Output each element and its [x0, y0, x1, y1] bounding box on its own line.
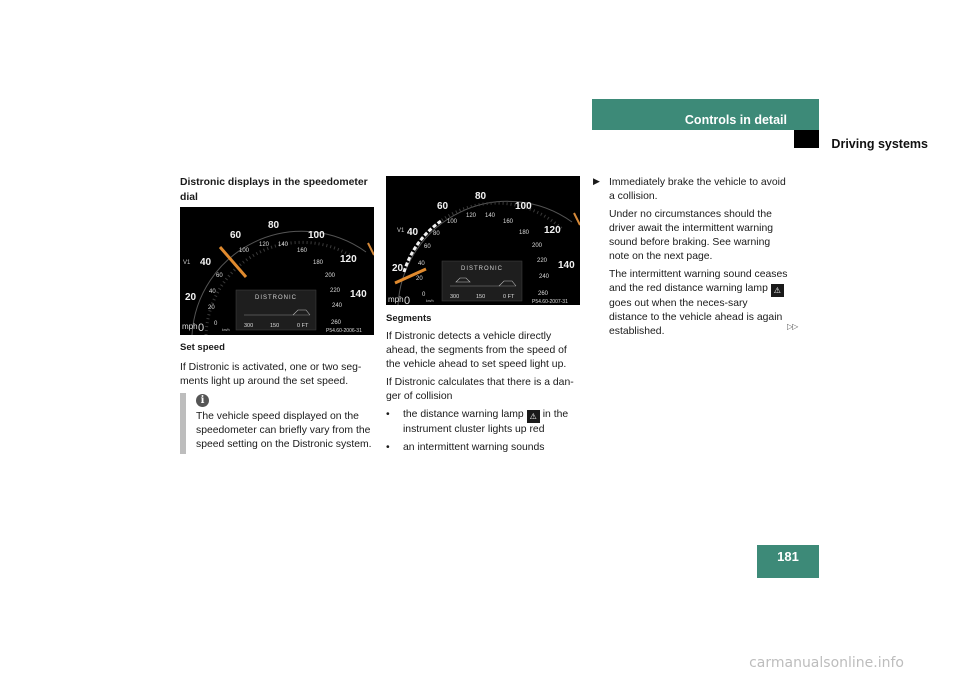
column-1-text	[180, 341, 375, 389]
distance-scale-label: 0 FT	[503, 294, 515, 300]
mph-tick: 80	[475, 191, 487, 202]
body-paragraph: If Distronic detects a vehicle directly ahead, the segments from the speed of the vehicle ahead to set speed light up.	[386, 331, 567, 370]
mph-tick: 100	[515, 201, 532, 212]
distance-scale-label: 150	[270, 323, 280, 329]
kmh-unit: km/h	[222, 328, 230, 332]
mph-tick: 60	[437, 201, 449, 212]
display-title: DISTRONIC	[461, 266, 503, 272]
figure-code: P54.60-2007-31	[532, 299, 568, 305]
kmh-tick: 180	[313, 260, 324, 266]
mph-tick: 140	[558, 260, 575, 271]
figure-heading: Distronic displays in the speedometer dial	[180, 177, 368, 203]
step-arrow-icon: ▶	[593, 176, 600, 186]
column-1	[180, 176, 375, 205]
kmh-tick: 0	[422, 292, 426, 298]
mph-tick: 120	[340, 254, 357, 265]
watermark-text: carmanualsonline.info	[749, 655, 904, 671]
display-title: DISTRONIC	[255, 295, 297, 301]
kmh-tick: 160	[297, 248, 308, 254]
body-paragraph: Under no circumstances should the driver await the intermittent warning sound before braking. See warning note on the next page.	[609, 209, 774, 262]
distance-scale-label: 150	[476, 294, 486, 300]
v1-label: V1	[397, 228, 405, 234]
paragraph-text: The intermittent warning sound ceases and the red distance warning lamp	[609, 269, 788, 294]
kmh-tick: 60	[216, 273, 223, 279]
kmh-tick: 180	[519, 230, 530, 236]
info-note	[180, 393, 376, 454]
list-item	[386, 408, 582, 437]
note-bar	[180, 393, 186, 454]
mph-tick: 60	[230, 230, 242, 241]
kmh-tick: 260	[331, 320, 342, 326]
paragraph-text: goes out when the neces-sary distance to the vehicle ahead is again established.	[609, 298, 783, 337]
speedometer-figure-2	[386, 176, 580, 305]
mph-tick: 120	[544, 225, 561, 236]
list-item-text: in the instrument cluster lights up red	[403, 409, 569, 435]
kmh-tick: 40	[418, 261, 425, 267]
bullet-mark: •	[386, 409, 390, 420]
note-text: The vehicle speed displayed on the speedometer can briefly vary from the speed setting on the Distronic system.	[196, 411, 372, 450]
kmh-tick: 140	[278, 242, 289, 248]
continued-icon: ▷▷	[787, 322, 798, 331]
kmh-tick: 120	[466, 213, 477, 219]
body-paragraph: If Distronic calculates that there is a dan-ger of collision	[386, 377, 574, 402]
distance-warning-lamp-icon: ⚠	[771, 284, 784, 297]
kmh-tick: 240	[539, 274, 550, 280]
kmh-unit: km/h	[426, 299, 434, 303]
mph-tick: 40	[200, 257, 212, 268]
header-tab	[592, 99, 819, 130]
mph-unit: mph	[388, 295, 404, 304]
bullet-mark: •	[386, 442, 390, 453]
kmh-tick: 200	[532, 243, 543, 249]
column-2-text	[386, 312, 582, 455]
info-icon: i	[196, 394, 209, 407]
kmh-tick: 20	[416, 276, 423, 282]
kmh-tick: 0	[214, 321, 218, 327]
kmh-tick: 260	[538, 291, 549, 297]
kmh-tick: 100	[447, 219, 458, 225]
mph-tick: 40	[407, 227, 419, 238]
watermark	[0, 655, 960, 671]
section-subtitle: Driving systems	[831, 137, 928, 151]
distance-scale-label: 300	[244, 323, 254, 329]
page-number-tab	[757, 545, 819, 578]
mph-tick: 20	[185, 292, 197, 303]
kmh-tick: 40	[209, 289, 216, 295]
kmh-tick: 140	[485, 213, 496, 219]
mph-unit: mph	[182, 322, 198, 331]
v1-label: V1	[183, 260, 191, 266]
section-title: Controls in detail	[684, 113, 787, 127]
kmh-tick: 80	[433, 231, 440, 237]
distance-warning-lamp-icon: ⚠	[527, 410, 540, 423]
figure-code: P54.60-2006-31	[326, 328, 362, 334]
speedometer-figure-1	[180, 207, 374, 335]
list-item-text: an intermittent warning sounds	[403, 442, 545, 453]
kmh-tick: 200	[325, 273, 336, 279]
distance-scale-label: 300	[450, 294, 460, 300]
kmh-tick: 60	[424, 244, 431, 250]
kmh-tick: 220	[330, 288, 341, 294]
distance-scale-label: 0 FT	[297, 323, 309, 329]
mph-tick: 80	[268, 220, 280, 231]
zero-label: 0	[198, 322, 205, 334]
figure-caption: Segments	[386, 313, 432, 324]
header-marker	[794, 130, 819, 148]
kmh-tick: 20	[208, 305, 215, 311]
mph-tick: 20	[392, 263, 404, 274]
body-paragraph	[609, 268, 789, 339]
column-3	[593, 176, 789, 339]
step-text: Immediately brake the vehicle to avoid a collision.	[609, 177, 786, 202]
figure-caption: Set speed	[180, 342, 225, 353]
kmh-tick: 240	[332, 303, 343, 309]
list-item	[386, 441, 582, 455]
page-number: 181	[777, 549, 799, 564]
action-step	[593, 176, 789, 339]
kmh-tick: 160	[503, 219, 514, 225]
list-item-text: the distance warning lamp	[403, 409, 524, 420]
mph-tick: 140	[350, 289, 367, 300]
kmh-tick: 100	[239, 248, 250, 254]
kmh-tick: 120	[259, 242, 270, 248]
mph-tick: 100	[308, 230, 325, 241]
kmh-tick: 220	[537, 258, 548, 264]
body-paragraph: If Distronic is activated, one or two seg-ments light up around the set speed.	[180, 362, 362, 387]
zero-label: 0	[404, 295, 411, 305]
